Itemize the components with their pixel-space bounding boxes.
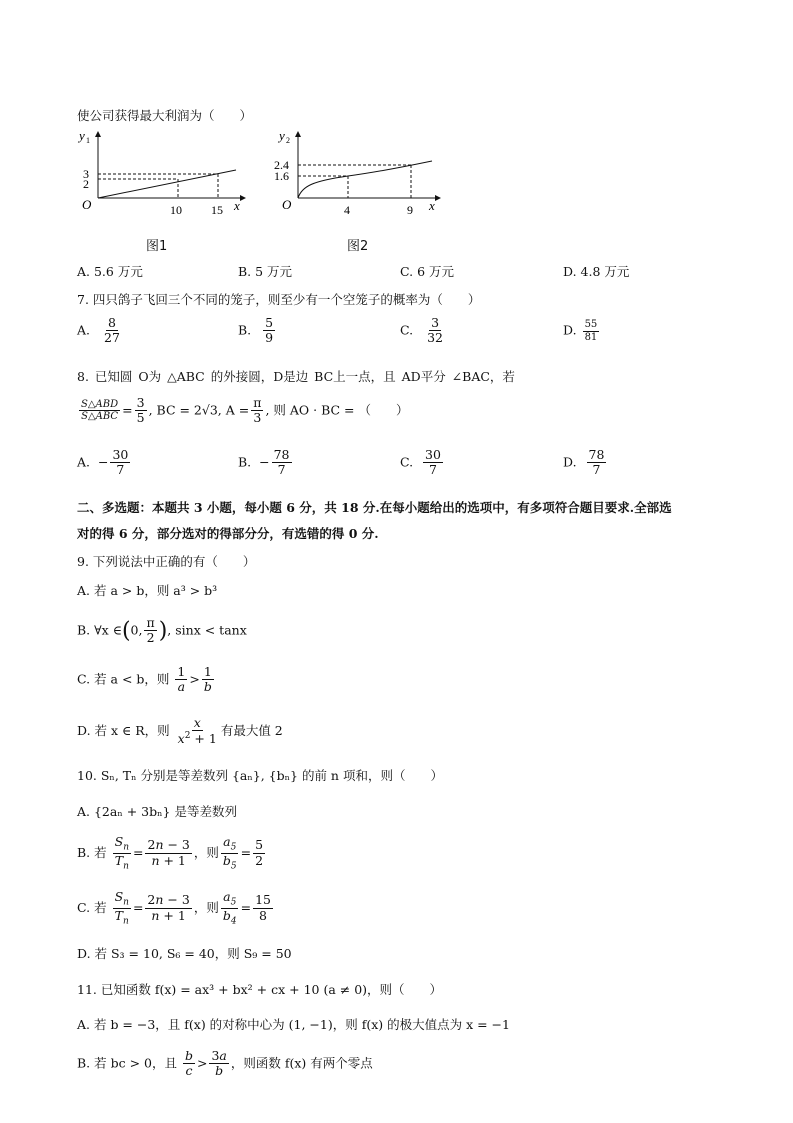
ytick-2: 2 [83,177,89,191]
q8-option-c: C. $\frac{30}{7}$ [400,447,441,478]
origin-label: O [82,197,92,212]
ytick-3: 3 [83,167,89,181]
figure-2-graph [268,126,448,226]
q6-option-c: C. 6 万元 [400,264,454,279]
q11-option-b: B. 若 bc > 0，且 $\frac{b}{c}$ > $\frac{3a}{b}$ ，则函数 f(x) 有两个零点 [77,1048,373,1079]
xtick-15: 15 [211,203,223,217]
q9-option-c: C. 若 a < b，则 $\frac{1}{a}$ > $\frac{1}{b}$ [77,664,212,695]
q10-option-a: A. {2aₙ + 3bₙ} 是等差数列 [77,804,237,819]
section-2-heading-line2: 对的得 6 分，部分选对的得部分分，有选错的得 0 分. [77,526,379,541]
ytick-1_6: 1.6 [274,169,289,183]
question-stem-continuation: 使公司获得最大利润为（ ） [77,108,253,123]
q8-option-a: A. − $\frac{30}{7}$ [77,447,129,478]
figure-1-caption: 图1 [146,239,168,254]
q9-option-a: A. 若 a > b，则 a³ > b³ [77,583,218,598]
y-axis-label: y [79,128,85,143]
y-axis-sub: 2 [286,136,290,145]
q7-stem: 7. 四只鸽子飞回三个不同的笼子，则至少有一个空笼子的概率为（ ） [77,292,481,307]
q11-stem: 11. 已知函数 f(x) = ax³ + bx² + cx + 10 (a ≠ 0)，则（ ） [77,982,443,997]
figure-1-graph [70,126,250,226]
y-axis-label: y [279,128,285,143]
q9-option-b: B. ∀x ∈(0, $\frac{\pi}{2}$ ), sinx < tanx [77,615,247,646]
q6-option-a: A. 5.6 万元 [77,264,143,279]
q11-option-a: A. 若 b = −3，且 f(x) 的对称中心为 (1, −1)，则 f(x) 的极大值点为 x = −1 [77,1017,510,1032]
q6-option-b: B. 5 万元 [238,264,293,279]
q8-option-d: D. $\frac{78}{7}$ [563,447,605,478]
xtick-4: 4 [344,203,350,217]
q8-option-b: B. − $\frac{78}{7}$ [238,447,290,478]
curve-y2 [298,161,432,198]
y-axis-sub: 1 [86,136,90,145]
origin-label: O [282,197,292,212]
q10-stem: 10. Sₙ, Tₙ 分别是等差数列 {aₙ}, {bₙ} 的前 n 项和，则（ ） [77,768,443,783]
q8-stem: 8. 已知圆 O为 △ABC 的外接圆，D是边 BC上一点，且 AD平分 ∠BAC，若 [77,369,515,384]
q7-option-b: B. $\frac{5}{9}$ [238,315,274,346]
q9-stem: 9. 下列说法中正确的有（ ） [77,554,256,569]
q10-option-c: C. 若 $\frac{S_n}{T_n}$ = $\frac{2n - 3}{n + 1}$ ，则 $\frac{a_5}{b_4}$ = $\frac{15}{8}$ [77,889,271,927]
q7-option-a: A. $\frac{8}{27}$ [77,315,120,346]
x-axis-label: x [234,198,240,213]
q10-option-d: D. 若 S₃ = 10, S₆ = 40，则 S₉ = 50 [77,946,292,961]
section-2-heading-line1: 二、多选题：本题共 3 小题，每小题 6 分，共 18 分.在每小题给出的选项中，有多项符合题目要求.全部选 [77,500,672,515]
q9-option-d: D. 若 x ∈ R，则 $\frac{x}{x^2 + 1}$ 有最大值 2 [77,715,283,747]
xtick-10: 10 [170,203,182,217]
x-axis-label: x [429,198,435,213]
figure-2-caption: 图2 [347,239,369,254]
q7-option-c: C. $\frac{3}{32}$ [400,315,443,346]
q7-option-d: D. $\frac{55}{81}$ [563,319,598,343]
xtick-9: 9 [407,203,413,217]
q6-option-d: D. 4.8 万元 [563,264,630,279]
q8-condition: $\frac{\text{S△ABD}}{\text{S△ABC}}$ = $\frac{3}{5}$ , BC = 2√3, A = $\frac{\pi}{3}$ , 则 AO · BC = （ ） [81,395,409,426]
q10-option-b: B. 若 $\frac{S_n}{T_n}$ = $\frac{2n - 3}{n + 1}$ ，则 $\frac{a_5}{b_5}$ = $\frac{5}{2}$ [77,834,264,872]
ytick-2_4: 2.4 [274,158,289,172]
